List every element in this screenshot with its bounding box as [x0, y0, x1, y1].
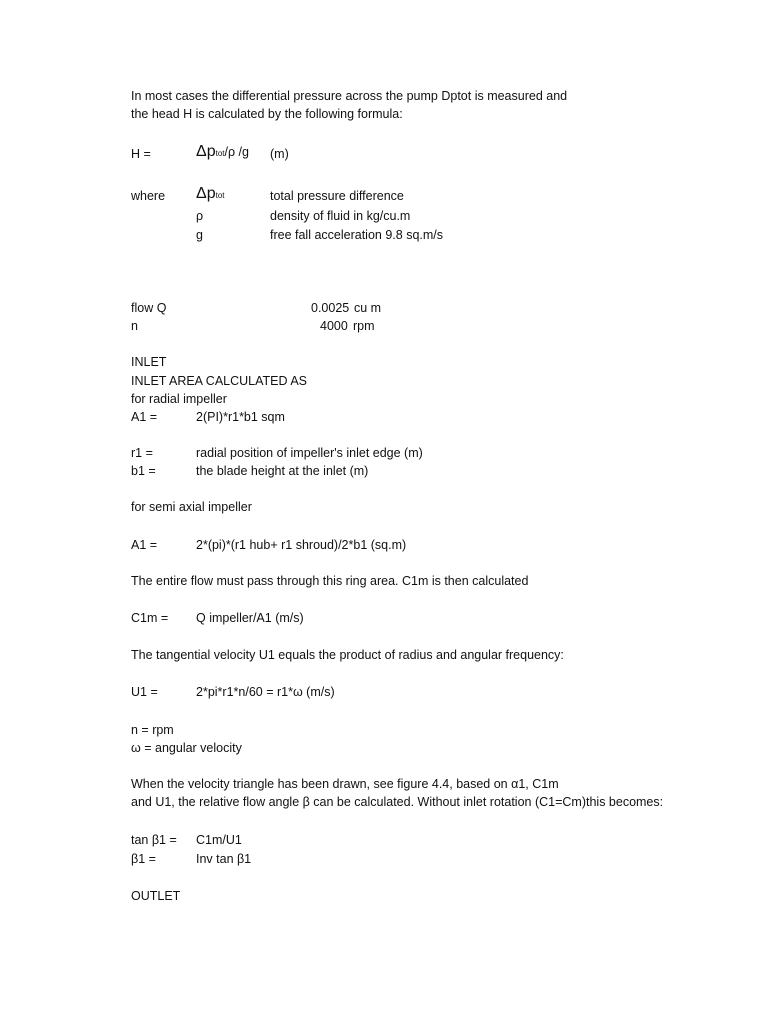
where-desc-g: free fall acceleration 9.8 sq.m/s [270, 228, 443, 242]
where-desc-dptot: total pressure difference [270, 189, 404, 203]
tangential-velocity-text: The tangential velocity U1 equals the product of radius and angular frequency: [131, 648, 564, 662]
head-formula [196, 144, 249, 162]
inlet-area-title: INLET AREA CALCULATED AS [131, 374, 307, 388]
head-formula-rest: /ρ /g [224, 145, 249, 159]
where-desc-rho: density of fluid in kg/cu.m [270, 209, 411, 223]
a1-semi-rhs: 2*(pi)*(r1 hub+ r1 shroud)/2*b1 (sq.m) [196, 538, 407, 552]
outlet-title: OUTLET [131, 889, 181, 903]
n-unit: rpm [353, 319, 375, 333]
tan-beta-rhs: C1m/U1 [196, 833, 242, 847]
r1-lhs: r1 = [131, 446, 153, 460]
where-symbol-g: g [196, 228, 203, 242]
velocity-triangle-line-1: When the velocity triangle has been drawn, see figure 4.4, based on α1, C1m [131, 777, 559, 791]
a1-rhs: 2(PI)*r1*b1 sqm [196, 410, 285, 424]
a1-semi-lhs: A1 = [131, 538, 158, 552]
omega-definition: ω = angular velocity [131, 741, 242, 755]
velocity-triangle-line-2: and U1, the relative flow angle β can be calculated. Without inlet rotation (C1=Cm)this becomes: [131, 795, 664, 809]
a1-lhs: A1 = [131, 410, 158, 424]
beta1-lhs: β1 = [131, 852, 156, 866]
n-label: n [131, 319, 138, 333]
n-definition: n = rpm [131, 723, 174, 737]
where-symbol-rho: ρ [196, 209, 204, 223]
where-symbol-dptot: Δptot [196, 185, 225, 202]
b1-rhs: the blade height at the inlet (m) [196, 464, 369, 478]
head-formula-lhs: H = [131, 147, 151, 161]
flow-unit: cu m [354, 301, 382, 315]
c1m-rhs: Q impeller/A1 (m/s) [196, 611, 304, 625]
radial-impeller-label: for radial impeller [131, 392, 227, 406]
delta-p-symbol: Δp [196, 143, 216, 160]
intro-line-2: the head H is calculated by the following formula: [131, 107, 403, 121]
tan-beta-lhs: tan β1 = [131, 833, 177, 847]
ring-area-text: The entire flow must pass through this ring area. C1m is then calculated [131, 574, 529, 588]
u1-lhs: U1 = [131, 685, 158, 699]
tot-subscript: tot [215, 149, 225, 158]
intro-line-1: In most cases the differential pressure across the pump Dptot is measured and [131, 89, 568, 103]
semi-axial-label: for semi axial impeller [131, 500, 252, 514]
n-value: 4000 [320, 319, 348, 333]
r1-rhs: radial position of impeller's inlet edge (m) [196, 446, 423, 460]
head-formula-unit: (m) [270, 147, 289, 161]
u1-rhs: 2*pi*r1*n/60 = r1*ω (m/s) [196, 685, 335, 699]
c1m-lhs: C1m = [131, 611, 169, 625]
flow-label: flow Q [131, 301, 167, 315]
b1-lhs: b1 = [131, 464, 156, 478]
where-label: where [131, 189, 166, 203]
beta1-rhs: Inv tan β1 [196, 852, 252, 866]
flow-value: 0.0025 [311, 301, 350, 315]
inlet-title: INLET [131, 355, 167, 369]
